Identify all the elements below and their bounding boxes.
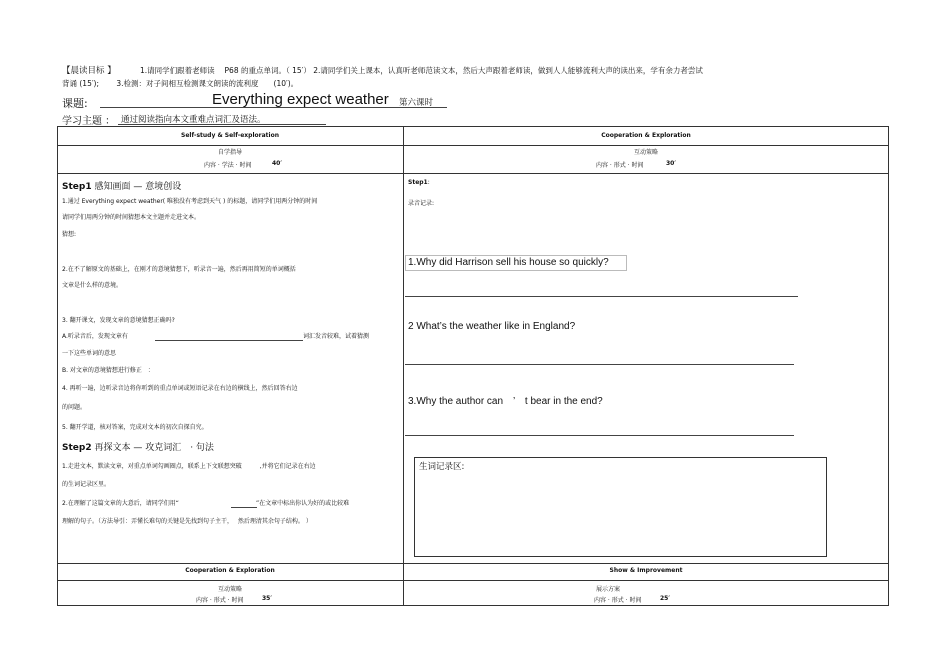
step1-title: 感知画面 — 意境创设: [94, 182, 182, 192]
bottom-section-divider: [57, 563, 889, 564]
step1-line-6: 3. 翻开课文，发现文章的意境猜想正确吗?: [62, 317, 175, 324]
step2-line-3a: 2.在理解了这篇文章的大意后，请同学们用“: [62, 500, 179, 507]
step1-line-7b: 词汇发音较难，试着猜测: [303, 333, 370, 340]
bottom-left-header: Cooperation & Exploration: [185, 567, 275, 574]
bottom-header-divider: [57, 580, 889, 581]
left-sub-time: 40′: [272, 160, 282, 167]
step1-guess: 猜想:: [62, 231, 77, 238]
theme-underline: [118, 124, 326, 125]
question-1: 1.Why did Harrison sell his house so quickly?: [408, 257, 609, 268]
goal-line-2: 背诵 (15′); 3.检测：对子间相互检测课文朗读的流利度 (10′)。: [62, 79, 299, 88]
bottom-right-sub-1: 展示方案: [596, 586, 621, 593]
theme-label: 学习主题 ：: [62, 116, 116, 127]
step1-line-1: 1.通过 Everything expect weather( 唯独没有考虑到天气 ) 的标题，请同学们用两分钟的时间: [62, 198, 318, 205]
right-sub-time: 30′: [666, 160, 676, 167]
question-2: 2 What’s the weather like in England?: [408, 321, 576, 332]
question-3: 3.Why the author can ’ t bear in the end?: [408, 396, 603, 407]
lesson-period: 第六课时: [399, 98, 434, 108]
step1-heading: [62, 179, 181, 192]
step1-line-11: 的问题。: [62, 404, 87, 411]
step2-mark-blank[interactable]: [231, 507, 257, 508]
step2-line-4: 理解的句子。（方法导引：弄懂长难句的关键是先找到句子主干， 然后理清其余句子结构。 ）: [62, 518, 312, 525]
record-label: 录音记录:: [408, 200, 435, 207]
step2-line-2: 的生词记录区里。: [62, 481, 111, 488]
subheader-row-divider: [57, 173, 889, 174]
answer-2-line[interactable]: [405, 364, 794, 365]
step2-line-1: 1.走进文本，默读文章，对重点单词勾画圈点，联系上下文联想突破 ,并将它们记录在右边: [62, 463, 316, 470]
step1-line-5: 文章是什么样的意境。: [62, 282, 123, 289]
right-header: Cooperation & Exploration: [601, 132, 691, 139]
vocab-record-area[interactable]: [414, 457, 827, 557]
step1-line-4: 2.在不了解原文的基础上，在刚才的意境猜想下，听录音一遍，然后再用简短的单词概括: [62, 266, 296, 273]
step1-line-2: 请同学们用两分钟的时间猜想本文主题并走进文本。: [62, 214, 201, 221]
step2-label: Step2: [62, 443, 92, 453]
bottom-right-header: Show & Improvement: [609, 567, 683, 574]
bottom-right-sub-2: 内容 · 形式 · 时间: [594, 597, 642, 604]
answer-1-line[interactable]: [405, 296, 798, 297]
left-header: Self-study & Self-exploration: [181, 132, 279, 139]
header-row-divider: [57, 145, 889, 146]
answer-3-line[interactable]: [405, 435, 794, 436]
column-divider: [403, 126, 404, 606]
step1-line-8: 一下这些单词的意思: [62, 350, 117, 357]
step1-line-7a: A.听录音后，发现文章有: [62, 333, 128, 340]
step2-line-3b: ”在文章中标出你认为好的或比较难: [256, 500, 350, 507]
bottom-left-sub-1: 互动策略: [217, 586, 242, 593]
vocab-label: 生词记录区:: [419, 462, 465, 472]
step1-line-9: B. 对文章的意境猜想进行修正 ：: [62, 367, 154, 374]
goal-label: 【晨读目标 】: [62, 66, 116, 76]
bottom-left-time: 35′: [262, 595, 272, 602]
lesson-label: 课题:: [62, 97, 88, 110]
right-sub-2: 内容 · 形式 · 时间: [596, 162, 644, 169]
left-sub-1: 自学指导: [217, 149, 242, 156]
step1-line-12: 5. 翻开学道，核对答案，完成对文本的初次自探自究。: [62, 424, 208, 431]
right-step1-label: Step1: [408, 179, 428, 186]
step1-blank[interactable]: [155, 340, 303, 341]
left-sub-2: 内容 · 学法 · 时间: [204, 162, 252, 169]
step2-title: 再探文本 — 攻克词汇 · 句法: [94, 443, 214, 453]
right-step1: [408, 179, 430, 186]
right-sub-1: 互动策略: [633, 149, 658, 156]
goal-line-1: 1.请同学们跟着老师读 P68 的重点单词。（ 15′） 2.请同学们关上课本，认真听老师范读文本，然后大声跟着老师读，做到人人能够流利大声的读出来，学有余力者尝试: [140, 66, 703, 75]
bottom-left-sub-2: 内容 · 形式 · 时间: [196, 597, 244, 604]
bottom-right-time: 25′: [660, 595, 670, 602]
step1-label: Step1: [62, 182, 92, 192]
step2-heading: [62, 440, 214, 453]
lesson-title: Everything expect weather: [212, 91, 389, 108]
step1-line-10: 4. 再听一遍，边听录音边将你听到的重点单词或短语记录在右边的横线上，然后回答右边: [62, 385, 298, 392]
right-step1-colon: :: [427, 179, 430, 186]
theme-text: 通过阅读指向本文重难点词汇及语法。: [121, 115, 266, 125]
